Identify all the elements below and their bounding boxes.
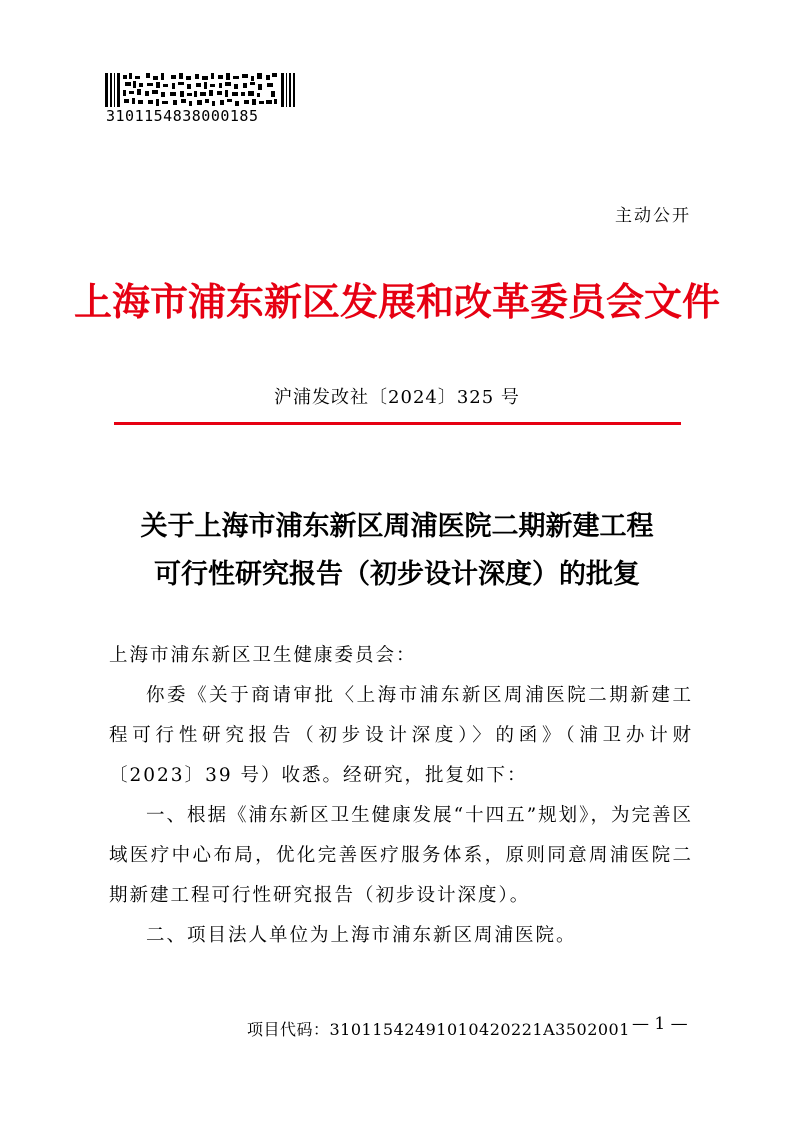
issuing-organization-title: 上海市浦东新区发展和改革委员会文件 — [73, 279, 720, 324]
addressee: 上海市浦东新区卫生健康委员会： — [109, 645, 417, 666]
body-paragraph-3: 二、项目法人单位为上海市浦东新区周浦医院。 — [146, 925, 577, 946]
disclosure-label: 主动公开 — [615, 206, 691, 226]
document-title-line-1: 关于上海市浦东新区周浦医院二期新建工程 — [140, 511, 654, 542]
barcode-number: 3101154838000185 — [106, 107, 259, 125]
barcode — [105, 73, 295, 107]
project-code: 项目代码：31011542491010420221A3502001 — [247, 1020, 630, 1039]
document-number: 沪浦发改社〔2024〕325 号 — [274, 387, 520, 408]
document-body — [109, 636, 693, 956]
barcode-image — [105, 73, 295, 107]
document-title — [0, 503, 794, 599]
page-number: — 1 — — [632, 1014, 688, 1034]
document-title-line-2: 可行性研究报告（初步设计深度）的批复 — [154, 559, 640, 590]
red-separator-rule — [114, 422, 681, 425]
body-paragraph-1: 你委《关于商请审批〈上海市浦东新区周浦医院二期新建工程可行性研究报告（初步设计深度）〉的函》（浦卫办计财〔2023〕39 号）收悉。经研究，批复如下： — [109, 685, 693, 786]
body-paragraph-2: 一、根据《浦东新区卫生健康发展“十四五”规划》，为完善区域医疗中心布局，优化完善医疗服务体系，原则同意周浦医院二期新建工程可行性研究报告（初步设计深度）。 — [109, 805, 693, 906]
